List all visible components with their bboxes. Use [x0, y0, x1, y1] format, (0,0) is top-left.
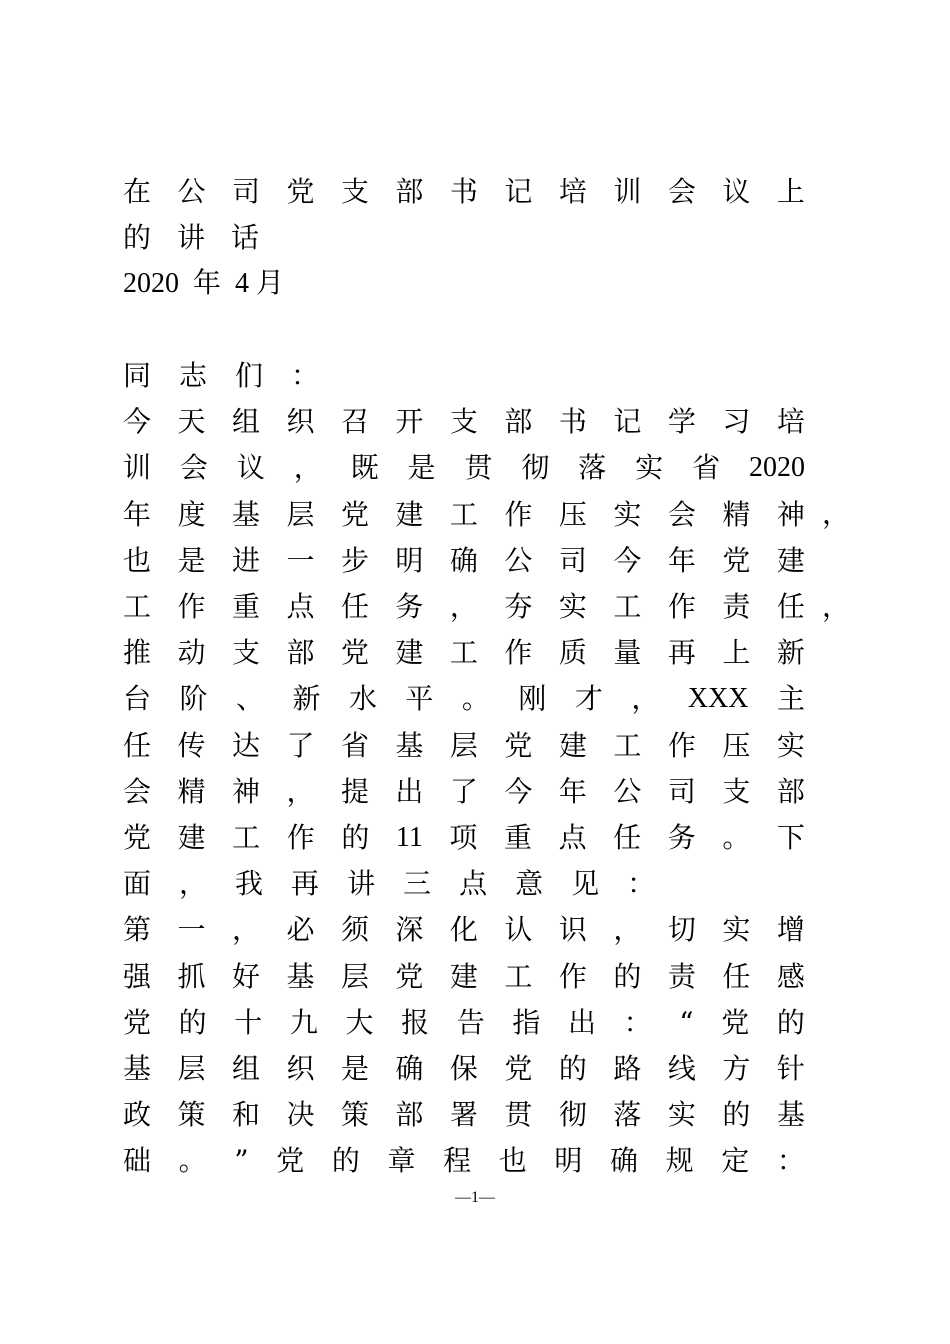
text-glyph: 习 [722, 405, 751, 438]
text-glyph: 精 [177, 775, 206, 808]
text-glyph: 的 [722, 1098, 751, 1131]
text-glyph: 书 [558, 405, 587, 438]
text-glyph: 党 [504, 729, 533, 762]
text-glyph: ， [293, 451, 322, 484]
text-glyph: 主 [776, 682, 805, 715]
text-glyph: 保 [449, 1052, 478, 1085]
text-glyph: 识 [558, 913, 587, 946]
text-glyph: 任 [776, 590, 805, 623]
text-glyph: 感 [776, 960, 805, 993]
page-number: —1— [455, 1189, 495, 1206]
overhang-comma-2: ， [822, 590, 851, 623]
body-line [123, 541, 805, 581]
text-glyph: 工 [613, 590, 642, 623]
text-glyph: 的 [178, 1006, 207, 1039]
text-glyph: 建 [395, 636, 424, 669]
body-line [123, 402, 805, 442]
text-glyph: 也 [498, 1144, 527, 1177]
text-glyph: 作 [286, 821, 315, 854]
body-line [123, 772, 805, 812]
body-line [123, 448, 805, 488]
body-line [123, 1095, 805, 1135]
text-glyph: 建 [395, 498, 424, 531]
body-line [123, 818, 805, 858]
text-glyph: 党 [276, 1144, 305, 1177]
text-glyph: 会 [123, 775, 152, 808]
text-glyph: 基 [286, 960, 315, 993]
text-glyph: 是 [177, 544, 206, 577]
text-glyph: 了 [286, 729, 315, 762]
text-glyph: 定 [721, 1144, 750, 1177]
body-line [123, 957, 805, 997]
text-glyph: 线 [667, 1052, 696, 1085]
text-glyph: 学 [667, 405, 696, 438]
text-glyph: 强 [123, 960, 152, 993]
text-glyph: 召 [340, 405, 369, 438]
text-glyph: 的 [331, 1144, 360, 1177]
text-glyph: 的 [776, 1006, 805, 1039]
text-glyph: 刚 [518, 682, 547, 715]
text-glyph: 才 [574, 682, 603, 715]
text-glyph: ： [623, 1006, 652, 1039]
text-glyph: 任 [613, 821, 642, 854]
text-glyph: 作 [177, 590, 206, 623]
text-glyph: 策 [177, 1098, 206, 1131]
text-glyph: 话 [231, 221, 260, 254]
text-glyph: 出 [568, 1006, 597, 1039]
text-glyph: 织 [286, 405, 315, 438]
text-glyph: 实 [635, 451, 664, 484]
text-glyph: 一 [177, 913, 206, 946]
body-line [123, 495, 805, 535]
text-glyph: 会 [179, 451, 208, 484]
text-glyph: 既 [350, 451, 379, 484]
text-glyph: 工 [449, 636, 478, 669]
text-glyph: 是 [340, 1052, 369, 1085]
text-glyph: 训 [613, 175, 642, 208]
text-glyph: 工 [504, 960, 533, 993]
text-glyph: 公 [613, 775, 642, 808]
text-glyph: ， [613, 913, 642, 946]
text-glyph: 建 [177, 821, 206, 854]
text-glyph: 作 [667, 729, 696, 762]
text-glyph: 点 [286, 590, 315, 623]
text-glyph: 基 [395, 729, 424, 762]
text-glyph: 大 [345, 1006, 374, 1039]
text-glyph: 公 [177, 175, 206, 208]
text-glyph: 实 [667, 1098, 696, 1131]
text-glyph: 的 [558, 1052, 587, 1085]
text-glyph: 培 [776, 405, 805, 438]
text-glyph: 见 [571, 867, 600, 900]
text-glyph: 责 [667, 960, 696, 993]
text-glyph: 年 [123, 498, 152, 531]
text-glyph: 工 [123, 590, 152, 623]
text-glyph: 层 [340, 960, 369, 993]
text-glyph: 建 [449, 960, 478, 993]
text-glyph: 明 [554, 1144, 583, 1177]
text-glyph: 上 [722, 636, 751, 669]
text-glyph: 台 [123, 682, 152, 715]
text-glyph: 度 [177, 498, 206, 531]
text-glyph: 落 [613, 1098, 642, 1131]
text-glyph: 确 [609, 1144, 638, 1177]
text-glyph: 确 [395, 1052, 424, 1085]
text-glyph: 党 [722, 544, 751, 577]
body-line [123, 910, 805, 950]
text-glyph: 和 [231, 1098, 260, 1131]
text-glyph: 党 [395, 960, 424, 993]
text-glyph: 。 [178, 1144, 207, 1177]
text-glyph: 重 [504, 821, 533, 854]
text-glyph: 指 [512, 1006, 541, 1039]
body-line [123, 679, 805, 719]
text-glyph: 实 [722, 913, 751, 946]
text-glyph: 神 [776, 498, 805, 531]
text-glyph: 必 [286, 913, 315, 946]
text-glyph: 、 [235, 682, 264, 715]
text-glyph: 认 [504, 913, 533, 946]
text-glyph: 党 [340, 636, 369, 669]
text-glyph: ” [234, 1144, 249, 1177]
text-glyph: 支 [231, 636, 260, 669]
text-glyph: 点 [558, 821, 587, 854]
text-glyph: 也 [123, 544, 152, 577]
text-glyph: 化 [449, 913, 478, 946]
text-glyph: 组 [231, 405, 260, 438]
text-glyph: 织 [286, 1052, 315, 1085]
title-line-1 [123, 172, 805, 212]
text-glyph: 11 [395, 822, 423, 853]
overhang-comma-1: ， [822, 497, 851, 530]
text-glyph: 贯 [464, 451, 493, 484]
text-glyph: 任 [722, 960, 751, 993]
text-glyph: 作 [504, 636, 533, 669]
text-glyph: 建 [558, 729, 587, 762]
text-glyph: 支 [449, 405, 478, 438]
text-glyph: 作 [667, 590, 696, 623]
text-glyph: 公 [504, 544, 533, 577]
text-glyph: 书 [449, 175, 478, 208]
text-glyph: 党 [721, 1006, 750, 1039]
text-glyph: 会 [667, 498, 696, 531]
text-glyph: 组 [231, 1052, 260, 1085]
text-glyph: 任 [340, 590, 369, 623]
text-glyph: 部 [395, 1098, 424, 1131]
text-glyph: 方 [722, 1052, 751, 1085]
text-glyph: 。 [722, 821, 751, 854]
text-glyph: 支 [340, 175, 369, 208]
text-glyph: 我 [235, 867, 264, 900]
text-glyph: 今 [123, 405, 152, 438]
text-glyph: 作 [504, 498, 533, 531]
text-glyph: 今 [613, 544, 642, 577]
text-glyph: 增 [776, 913, 805, 946]
text-glyph: 彻 [521, 451, 550, 484]
text-glyph: 司 [667, 775, 696, 808]
body-line [123, 1049, 805, 1089]
text-glyph: ： [776, 1144, 805, 1177]
text-glyph: 层 [449, 729, 478, 762]
text-glyph: 十 [234, 1006, 263, 1039]
text-glyph: 的 [613, 960, 642, 993]
text-glyph: 切 [667, 913, 696, 946]
text-glyph: 记 [504, 175, 533, 208]
text-glyph: 彻 [558, 1098, 587, 1131]
text-glyph: XXX [687, 683, 749, 714]
text-glyph: 讲 [177, 221, 206, 254]
text-glyph: 面 [123, 867, 152, 900]
text-glyph: 项 [449, 821, 478, 854]
text-glyph: 训 [123, 451, 152, 484]
text-glyph: 的 [123, 221, 152, 254]
text-glyph: 司 [231, 175, 260, 208]
text-glyph: 开 [395, 405, 424, 438]
text-glyph: ， [631, 682, 660, 715]
text-glyph: 基 [776, 1098, 805, 1131]
text-glyph: 的 [341, 821, 370, 854]
text-glyph: 实 [776, 729, 805, 762]
text-glyph: 作 [558, 960, 587, 993]
text-glyph: 再 [667, 636, 696, 669]
text-glyph: 策 [340, 1098, 369, 1131]
text-glyph: 工 [449, 498, 478, 531]
text-glyph: 讲 [347, 867, 376, 900]
text-glyph: 实 [613, 498, 642, 531]
text-glyph: ： [291, 359, 320, 392]
text-glyph: 省 [340, 729, 369, 762]
text-glyph: 政 [123, 1098, 152, 1131]
text-glyph: 党 [123, 1006, 152, 1039]
text-glyph: 明 [395, 544, 424, 577]
text-glyph: 党 [286, 175, 315, 208]
text-glyph: 路 [613, 1052, 642, 1085]
text-glyph: 第 [123, 913, 152, 946]
text-glyph: 质 [558, 636, 587, 669]
text-glyph: 平 [405, 682, 434, 715]
text-glyph: 支 [722, 775, 751, 808]
text-glyph: 部 [286, 636, 315, 669]
text-glyph: 部 [395, 175, 424, 208]
text-glyph: ， [231, 913, 260, 946]
text-glyph: ， [179, 867, 208, 900]
text-glyph: 责 [722, 590, 751, 623]
text-glyph: 推 [123, 636, 152, 669]
text-glyph: 确 [449, 544, 478, 577]
text-glyph: 部 [776, 775, 805, 808]
text-glyph: 省 [692, 451, 721, 484]
text-glyph: 记 [613, 405, 642, 438]
text-glyph: 一 [286, 544, 315, 577]
text-glyph: 基 [123, 1052, 152, 1085]
text-glyph: 决 [286, 1098, 315, 1131]
text-glyph: 贯 [504, 1098, 533, 1131]
text-glyph: 程 [443, 1144, 472, 1177]
text-glyph: 神 [231, 775, 260, 808]
text-glyph: 规 [665, 1144, 694, 1177]
text-glyph: 动 [177, 636, 206, 669]
text-glyph: 点 [459, 867, 488, 900]
text-glyph: 基 [231, 498, 260, 531]
text-glyph: 。 [461, 682, 490, 715]
text-glyph: ： [627, 867, 656, 900]
text-glyph: 是 [407, 451, 436, 484]
text-glyph: 针 [776, 1052, 805, 1085]
text-glyph: 党 [340, 498, 369, 531]
text-glyph: 工 [613, 729, 642, 762]
text-glyph: 党 [123, 821, 152, 854]
text-glyph: 落 [578, 451, 607, 484]
body-line [123, 1003, 805, 1043]
text-glyph: 夯 [504, 590, 533, 623]
text-glyph: 达 [231, 729, 260, 762]
body-line [123, 726, 805, 766]
body-line [123, 864, 805, 904]
text-glyph: 提 [340, 775, 369, 808]
text-glyph: 建 [776, 544, 805, 577]
text-glyph: 党 [504, 1052, 533, 1085]
text-glyph: 传 [177, 729, 206, 762]
text-glyph: 务 [395, 590, 424, 623]
text-glyph: 上 [776, 175, 805, 208]
text-glyph: 章 [387, 1144, 416, 1177]
body-line [123, 587, 805, 627]
text-glyph: 司 [558, 544, 587, 577]
text-glyph: 深 [395, 913, 424, 946]
text-glyph: 了 [449, 775, 478, 808]
text-glyph: 议 [236, 451, 265, 484]
text-glyph: 部 [504, 405, 533, 438]
text-glyph: ， [286, 775, 315, 808]
text-glyph: “ [679, 1006, 694, 1039]
text-glyph: 工 [232, 821, 261, 854]
text-glyph: 署 [449, 1098, 478, 1131]
title-line-2 [123, 218, 805, 258]
text-glyph: 新 [292, 682, 321, 715]
text-glyph: 实 [558, 590, 587, 623]
body-line [123, 1141, 805, 1181]
text-glyph: 量 [613, 636, 642, 669]
text-glyph: 再 [291, 867, 320, 900]
text-glyph: 进 [231, 544, 260, 577]
text-glyph: 在 [123, 175, 152, 208]
text-glyph: 好 [231, 960, 260, 993]
text-glyph: 压 [558, 498, 587, 531]
text-glyph: 年 [667, 544, 696, 577]
text-glyph: 压 [722, 729, 751, 762]
text-glyph: 务 [667, 821, 696, 854]
document-date: 2020 年 4 月 [123, 268, 285, 299]
text-glyph: 层 [286, 498, 315, 531]
text-glyph: 告 [456, 1006, 485, 1039]
text-glyph: 步 [340, 544, 369, 577]
text-glyph: 天 [177, 405, 206, 438]
text-glyph: 三 [403, 867, 432, 900]
text-glyph: ， [449, 590, 478, 623]
text-glyph: 础 [123, 1144, 152, 1177]
text-glyph: 会 [667, 175, 696, 208]
body-line [123, 633, 805, 673]
text-glyph: 们 [235, 359, 264, 392]
text-glyph: 层 [177, 1052, 206, 1085]
text-glyph: 下 [776, 821, 805, 854]
text-glyph: 同 [123, 359, 152, 392]
text-glyph: 今 [504, 775, 533, 808]
text-glyph: 培 [558, 175, 587, 208]
text-glyph: 阶 [179, 682, 208, 715]
text-glyph: 精 [722, 498, 751, 531]
text-glyph: 议 [722, 175, 751, 208]
text-glyph: 抓 [177, 960, 206, 993]
text-glyph: 新 [776, 636, 805, 669]
text-glyph: 志 [179, 359, 208, 392]
text-glyph: 报 [401, 1006, 430, 1039]
text-glyph: 九 [289, 1006, 318, 1039]
text-glyph: 意 [515, 867, 544, 900]
text-glyph: 须 [340, 913, 369, 946]
text-glyph: 年 [558, 775, 587, 808]
text-glyph: 出 [395, 775, 424, 808]
text-glyph: 2020 [748, 452, 805, 483]
text-glyph: 重 [231, 590, 260, 623]
text-glyph: 任 [123, 729, 152, 762]
body-line [123, 356, 805, 396]
text-glyph: 水 [348, 682, 377, 715]
